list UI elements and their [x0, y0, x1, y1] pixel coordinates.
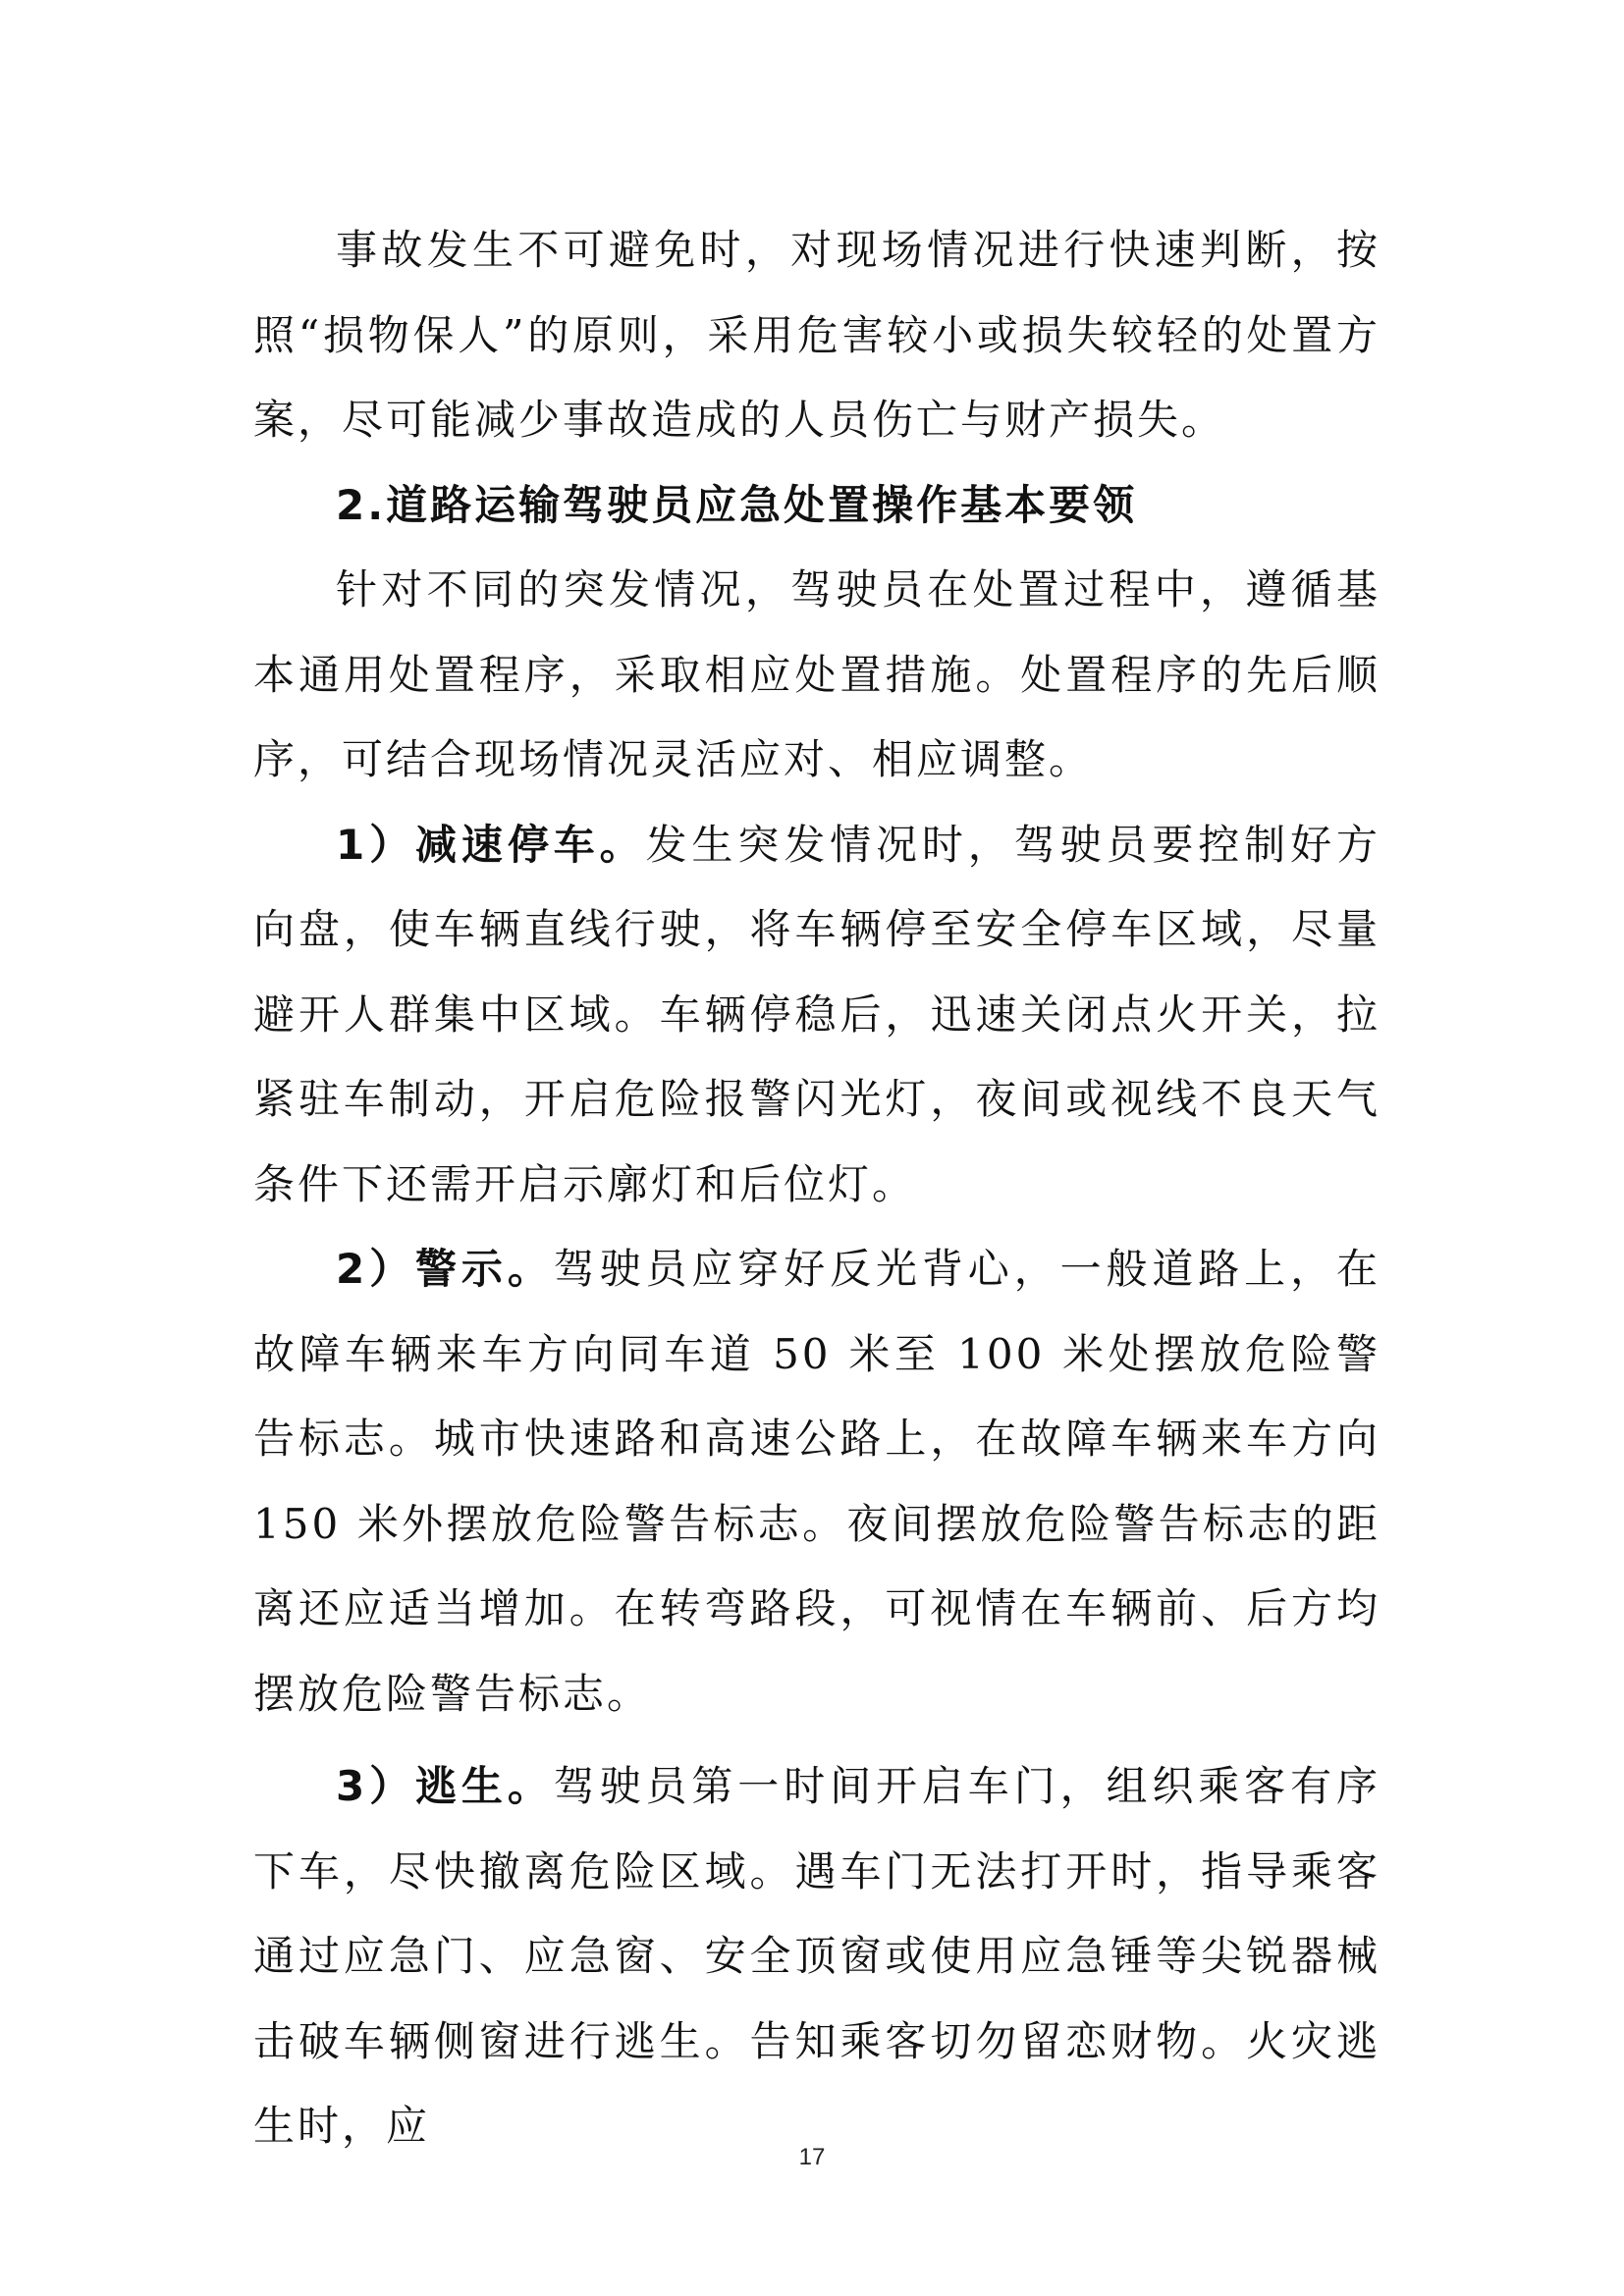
intro-paragraph: 针对不同的突发情况，驾驶员在处置过程中，遵循基本通用处置程序，采取相应处置措施。处置程序的先后顺序，可结合现场情况灵活应对、相应调整。	[253, 565, 1380, 783]
item-text: 驾驶员第一时间开启车门，组织乘客有序下车，尽快撤离危险区域。遇车门无法打开时，指导乘客通过应急门、应急窗、安全顶窗或使用应急锤等尖锐器械击破车辆侧窗进行逃生。告知乘客切勿留恋财物。火灾逃生时，应	[253, 1762, 1380, 2150]
item-lead: 1）减速停车。	[336, 820, 646, 869]
item-lead: 2）警示。	[336, 1245, 554, 1293]
section-heading: 2.道路运输驾驶员应急处置操作基本要领	[336, 480, 1138, 529]
page-number: 17	[798, 2144, 826, 2170]
continuation-paragraph: 事故发生不可避免时，对现场情况进行快速判断，按照“损物保人”的原则，采用危害较小或损失较轻的处置方案，尽可能减少事故造成的人员伤亡与财产损失。	[253, 226, 1380, 444]
item-paragraph-warning	[253, 1227, 1380, 1736]
paragraph-gap	[253, 1736, 1380, 1744]
item-lead: 3）逃生。	[336, 1762, 554, 1810]
item-paragraph-escape	[253, 1744, 1380, 2169]
item-text: 驾驶员应穿好反光背心，一般道路上，在故障车辆来车方向同车道 50 米至 100 米处摆放危险警告标志。城市快速路和高速公路上，在故障车辆来车方向 150 米外摆放危险警告标志。夜间摆放危险警告标志的距离还应适当增加。在转弯路段，可视情在车辆前、后方均摆放危险警告标志。	[253, 1245, 1380, 1718]
item-text: 发生突发情况时，驾驶员要控制好方向盘，使车辆直线行驶，将车辆停至安全停车区域，尽量避开人群集中区域。车辆停稳后，迅速关闭点火开关，拉紧驻车制动，开启危险报警闪光灯，夜间或视线不良天气条件下还需开启示廓灯和后位灯。	[253, 820, 1380, 1208]
item-paragraph-stop	[253, 803, 1380, 1228]
page-body	[253, 208, 1380, 2169]
